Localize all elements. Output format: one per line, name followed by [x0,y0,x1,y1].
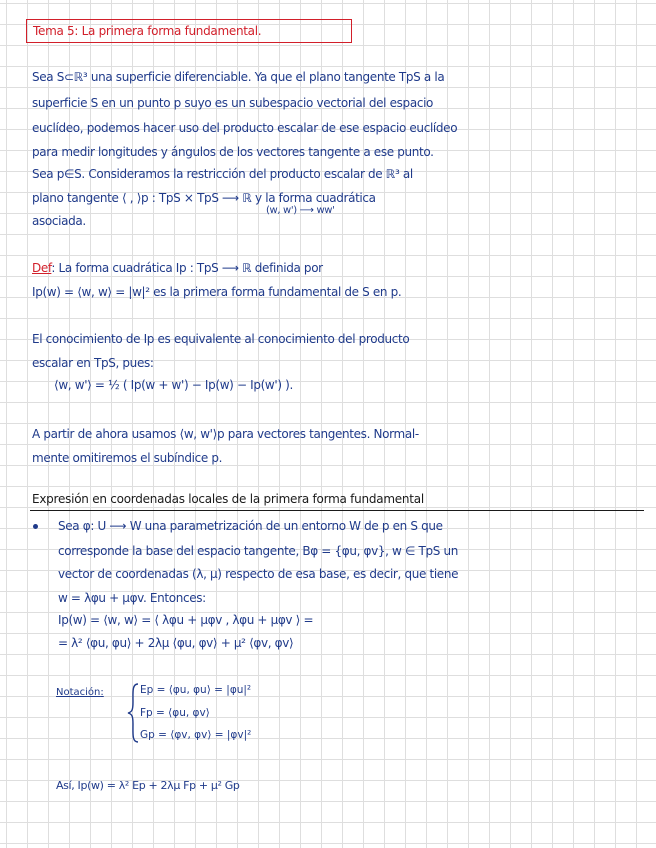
definition-line-2: Ip(w) = ⟨w, w⟩ = |w|² es la primera forma fundamental de S en p. [32,285,402,299]
remark-line-2: mente omitiremos el subíndice p. [32,451,223,465]
param-line-4: w = λφu + μφv. Entonces: [58,591,206,605]
param-line-2: corresponde la base del espacio tangente, Bφ = {φu, φv}, w ∈ TpS un [58,544,459,558]
map-rule-line: (w, w') ⟶ ww' [266,205,335,216]
intro-line-7: asociada. [32,214,86,228]
equivalence-line-1: El conocimiento de Ip es equivalente al conocimiento del producto [32,332,410,346]
page-title: Tema 5: La primera forma fundamental. [33,24,262,38]
intro-line-4: para medir longitudes y ángulos de los vectores tangente a ese punto. [32,145,434,159]
notation-G: Gp = ⟨φv, φv⟩ = |φv|² [140,729,252,741]
notation-label: Notación: [56,687,104,698]
conclusion-formula: Así, Ip(w) = λ² Ep + 2λμ Fp + μ² Gp [56,779,240,792]
notation-F: Fp = ⟨φu, φv⟩ [140,707,210,719]
param-line-6: = λ² ⟨φu, φu⟩ + 2λμ ⟨φu, φv⟩ + μ² ⟨φv, φv⟩ [58,636,294,650]
bullet-dot [33,524,38,529]
intro-line-5: Sea p∈S. Consideramos la restricción del producto escalar de ℝ³ al [32,167,413,181]
section-title: Expresión en coordenadas locales de la primera forma fundamental [32,492,424,506]
intro-line-3: euclídeo, podemos hacer uso del producto escalar de ese espacio euclídeo [32,121,458,135]
intro-line-1: Sea S⊂ℝ³ una superficie diferenciable. Ya que el plano tangente TpS a la [32,70,445,84]
title-box [26,19,352,43]
polarization-formula: ⟨w, w'⟩ = ½ ( Ip(w + w') − Ip(w) − Ip(w') ). [54,378,293,392]
section-underline [30,510,644,511]
param-line-3: vector de coordenadas (λ, μ) respecto de esa base, es decir, que tiene [58,567,459,581]
param-line-5: Ip(w) = ⟨w, w⟩ = ⟨ λφu + μφv , λφu + μφv ⟩ = [58,613,314,627]
definition-label: Def [32,261,52,275]
definition-text: : La forma cuadrática Ip : TpS ⟶ ℝ definida por [51,261,323,275]
param-line-1: Sea φ: U ⟶ W una parametrización de un entorno W de p en S que [58,519,443,533]
notation-E: Ep = ⟨φu, φu⟩ = |φu|² [140,684,252,696]
definition-line-1 [32,260,323,276]
intro-line-2: superficie S en un punto p suyo es un subespacio vectorial del espacio [32,96,434,110]
intro-line-6: plano tangente ⟨ , ⟩p : TpS × TpS ⟶ ℝ y la forma cuadrática [32,191,376,205]
remark-line-1: A partir de ahora usamos ⟨w, w'⟩p para vectores tangentes. Normal- [32,427,419,441]
equivalence-line-2: escalar en TpS, pues: [32,356,154,370]
